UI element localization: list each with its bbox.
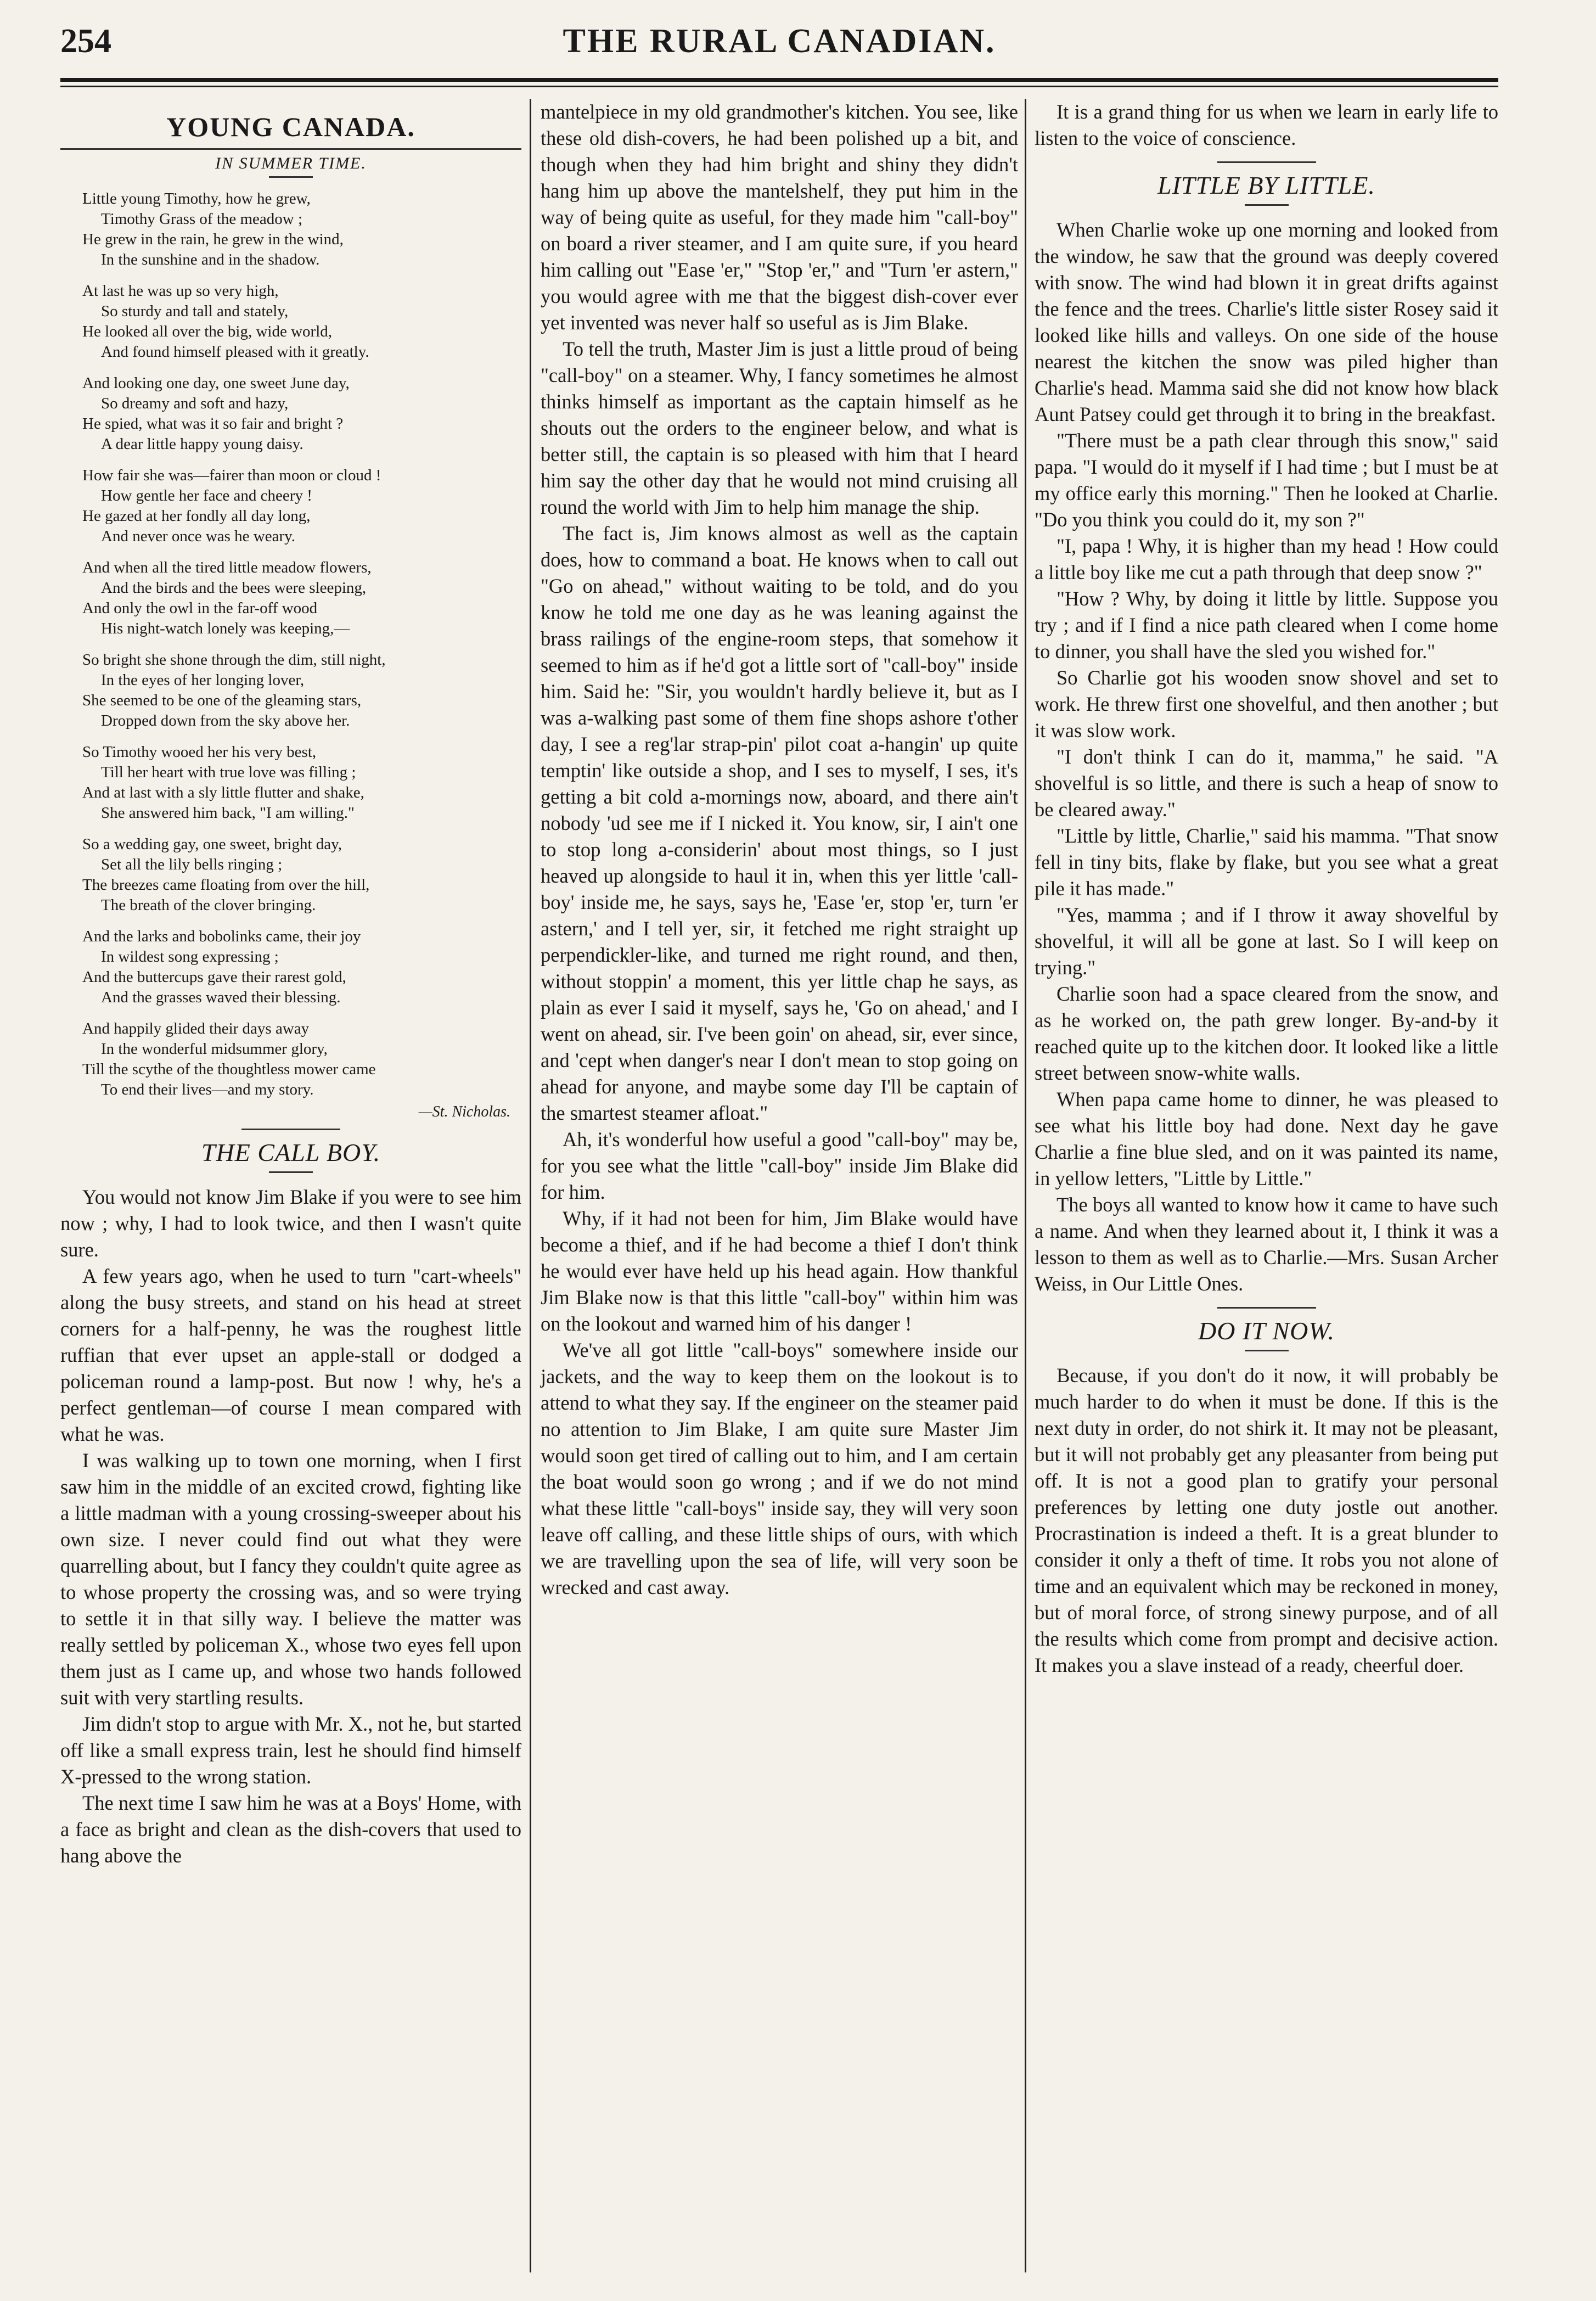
article-paragraph: To tell the truth, Master Jim is just a little proud of being "call-boy" on a steamer. Why, I fancy sometimes he almost thinks himself as important as the captain himself as he shouts out the orders to the engineer below, and what is better still, the captain is so pleased with him that I heard him say the other day that he would not mind cruising all round the world with Jim to help him manage the ship. <box>541 338 1018 518</box>
poem-line: And never once was he weary. <box>101 527 296 545</box>
poem-line: In the eyes of her longing lover, <box>101 671 305 689</box>
page-header <box>60 22 1498 71</box>
column-1 <box>60 99 521 1869</box>
section-rule <box>60 148 521 150</box>
poem-stanza <box>82 927 521 1008</box>
column-divider <box>1025 99 1026 2272</box>
article-paragraph: Ah, it's wonderful how useful a good "call-boy" may be, for you see what the little "call-boy" inside Jim Blake did for him. <box>541 1128 1018 1203</box>
article-paragraph: When papa came home to dinner, he was pleased to see what his little boy had done. Next day he gave Charlie a fine blue sled, and on it was painted its name, in yellow letters, "Little by Little." <box>1035 1088 1498 1189</box>
poem-line: And the buttercups gave their rarest gold, <box>82 968 346 986</box>
article-paragraph: "Yes, mamma ; and if I throw it away shovelful by shovelful, it will all be gone at last. So I will keep on trying." <box>1035 903 1498 979</box>
poem-line: In the wonderful midsummer glory, <box>101 1040 328 1058</box>
column-3 <box>1035 99 1498 1679</box>
article-title: LITTLE BY LITTLE. <box>1157 171 1375 199</box>
poem-stanza <box>82 1019 521 1100</box>
article-paragraph: Because, if you don't do it now, it will probably be much harder to do when it must be done. If this is the next duty in order, do not shirk it. It may not be pleasant, but it will not probably get any pleasanter from being put off. It is not a good plan to gratify your personal preferences by letting one duty jostle out another. Procrastination is indeed a theft. It is a great blunder to consider it only a theft of time. It robs you not alone of time and an equivalent which may be reckoned in money, but of moral force, of strong sinewy purpose, and of all the results which come from prompt and decisive action. It makes you a slave instead of a ready, cheerful doer. <box>1035 1364 1498 1676</box>
poem-line: She answered him back, "I am willing." <box>101 804 355 822</box>
article-rule <box>1217 1307 1316 1309</box>
article-paragraph: mantelpiece in my old grandmother's kitchen. You see, like these old dish-covers, he had been polished up a bit, and though when they had him bright and shiny they didn't hang him up above the mantelshelf, they put him in the way of being quite as useful, for they made him "call-boy" on board a river steamer, and I am quite sure, if you heard him calling out "Ease 'er," "Stop 'er," and "Turn 'er astern," you would agree with me that the biggest dish-cover ever yet invented was never half so useful as is Jim Blake. <box>541 100 1018 334</box>
article-paragraph: It is a grand thing for us when we learn in early life to listen to the voice of conscience. <box>1035 100 1498 149</box>
poem-line: Till the scythe of the thoughtless mower came <box>82 1060 376 1078</box>
article-paragraph: A few years ago, when he used to turn "cart-wheels" along the busy streets, and stand on his head at street corners for a half-penny, he was the roughest little ruffian that ever upset an apple-stall or dodged a policeman round a lamp-post. But now ! why, he's a perfect gentleman—of course I mean compared with what he was. <box>60 1265 521 1445</box>
article-paragraph: You would not know Jim Blake if you were to see him now ; why, I had to look twice, and then I wasn't quite sure. <box>60 1186 521 1261</box>
article-paragraph: The next time I saw him he was at a Boys' Home, with a face as bright and clean as the dish-covers that used to hang above the <box>60 1792 521 1867</box>
poem-stanza <box>82 834 521 916</box>
poem-stanza <box>82 650 521 731</box>
article-paragraph: When Charlie woke up one morning and looked from the window, he saw that the ground was deeply covered with snow. The wind had blown it in great drifts against the fence and the trees. Charlie's little sister Rosey said it looked like hills and valleys. On one side of the house nearest the kitchen the snow was piled higher than Charlie's head. Mamma said she did not know how black Aunt Patsey could get through it to bring in the breakfast. <box>1035 218 1498 425</box>
poem-line: And only the owl in the far-off wood <box>82 599 318 617</box>
poem-line: So sturdy and tall and stately, <box>101 302 289 320</box>
article-title: DO IT NOW. <box>1198 1317 1335 1345</box>
article-paragraph: "I don't think I can do it, mamma," he said. "A shovelful is so little, and there is such a heap of snow to be cleared away." <box>1035 745 1498 821</box>
poem-body <box>60 189 521 1100</box>
poem-line: How gentle her face and cheery ! <box>101 487 312 504</box>
article-paragraph: The fact is, Jim knows almost as well as the captain does, how to command a boat. He knows when to call out "Go on ahead," without waiting to be told, and do you know he told me one day as he was leaning against the brass railings of the engine-room steps, that somehow it seemed to him as if he'd got a little sort of "call-boy" inside him. Said he: "Sir, you wouldn't hardly believe it, but as I was a-walking past some of them fine shops ashore t'other day, I see a reg'lar strap-pin' pilot coat a-hangin' up quite temptin' like outside a shop, and I ses to myself, I ses, it's getting a bit cold a-mornings now, aboard, and there ain't nobody 'ud see me if I nicked it. You know, sir, I ain't one to stop long a-considerin' about most things, so I just heaved up alongside to haul it in, when this yer little 'call-boy' inside me, he says, says he, 'Ease 'er, stop 'er, turn 'er astern,' and I tell yer, sir, it fetched me right straight up perpendickler-like, and turned me right round, and then, without stoppin' a moment, this yer little chap he says, as plain as ever I said it myself, says he, 'Go on ahead,' and I went on ahead, sir. I've been goin' on ahead, sir, ever since, and 'cept when danger's near I don't mean to stop going on ahead for anyone, and maybe some day I'll be captain of the smartest steamer afloat." <box>541 522 1018 1124</box>
poem-line: Till her heart with true love was filling ; <box>101 764 356 781</box>
poem-line: And the larks and bobolinks came, their joy <box>82 928 361 945</box>
poem-line: And when all the tired little meadow flowers, <box>82 559 372 576</box>
article-paragraph: Jim didn't stop to argue with Mr. X., not he, but started off like a small express train, lest he should find himself X-pressed to the wrong station. <box>60 1713 521 1788</box>
poem-line: And the grasses waved their blessing. <box>101 989 341 1006</box>
article-rule <box>269 1171 313 1173</box>
poem-line: In wildest song expressing ; <box>101 948 279 966</box>
poem-line: Timothy Grass of the meadow ; <box>101 210 303 228</box>
poem-stanza <box>82 465 521 547</box>
article-paragraph: "There must be a path clear through this snow," said papa. "I would do it myself if I had time ; but I must be at my office early this morning." Then he looked at Charlie. "Do you think you could do it, my son ?" <box>1035 429 1498 531</box>
article-rule <box>241 1129 340 1130</box>
section-title: YOUNG CANADA. <box>166 111 415 142</box>
header-rule-thin <box>60 86 1498 87</box>
poem-line: And looking one day, one sweet June day, <box>82 374 350 392</box>
poem-line: She seemed to be one of the gleaming stars, <box>82 692 362 709</box>
poem-stanza <box>82 281 521 362</box>
article-rule <box>1217 161 1316 163</box>
poem-line: And found himself pleased with it greatly. <box>101 343 369 361</box>
poem-stanza <box>82 742 521 823</box>
header-rule-thick <box>60 78 1498 82</box>
poem-line: Dropped down from the sky above her. <box>101 712 350 729</box>
poem-line: And at last with a sly little flutter and shake, <box>82 784 364 801</box>
poem-line: And happily glided their days away <box>82 1020 310 1037</box>
newspaper-title: THE RURAL CANADIAN. <box>563 23 996 60</box>
poem-line: He grew in the rain, he grew in the wind, <box>82 231 344 248</box>
article-paragraph: "How ? Why, by doing it little by little. Suppose you try ; and if I find a nice path cleared when I come home to dinner, you shall have the sled you wished for." <box>1035 587 1498 663</box>
page-number: 254 <box>60 23 111 60</box>
article-paragraph: Charlie soon had a space cleared from the snow, and as he worked on, the path grew longer. By-and-by it reached quite up to the kitchen door. It looked like a little street between snow-white walls. <box>1035 983 1498 1084</box>
poem-line: To end their lives—and my story. <box>101 1081 314 1098</box>
poem-line: A dear little happy young daisy. <box>101 435 304 453</box>
poem-line: He spied, what was it so fair and bright ? <box>82 415 344 433</box>
article-paragraph: So Charlie got his wooden snow shovel and set to work. He threw first one shovelful, and then another ; but it was slow work. <box>1035 666 1498 742</box>
column-divider <box>530 99 531 2272</box>
poem-stanza <box>82 189 521 270</box>
poem-stanza <box>82 558 521 639</box>
poem-title: IN SUMMER TIME. <box>215 154 367 172</box>
poem-line: At last he was up so very high, <box>82 282 279 300</box>
poem-rule <box>269 176 313 178</box>
poem-line: The breezes came floating from over the hill, <box>82 876 370 894</box>
poem-line: He gazed at her fondly all day long, <box>82 507 311 525</box>
poem-line: He looked all over the big, wide world, <box>82 323 333 340</box>
poem-line: His night-watch lonely was keeping,— <box>101 620 350 637</box>
article-paragraph: The boys all wanted to know how it came to have such a name. And when they learned about it, I think it was a lesson to them as well as to Charlie.—Mrs. Susan Archer Weiss, in Our Little Ones. <box>1035 1193 1498 1295</box>
column-2 <box>541 99 1018 1601</box>
article-paragraph: Why, if it had not been for him, Jim Blake would have become a thief, and if he had become a thief I don't think he would ever have held up his head again. How thankful Jim Blake now is that this little "call-boy" within him was on the lookout and warned him of his danger ! <box>541 1207 1018 1335</box>
article-paragraph: We've all got little "call-boys" somewhere inside our jackets, and the way to keep them on the lookout is to attend to what they say. If the engineer on the steamer paid no attention to Jim Blake, I am quite sure Master Jim would soon get tired of calling out to him, and I am certain the boat would soon go wrong ; and if we do not mind what these little "call-boys" inside say, they will very soon leave off calling, and these little ships of ours, with which we are travelling upon the sea of life, will very soon be wrecked and cast away. <box>541 1339 1018 1598</box>
poem-line: Set all the lily bells ringing ; <box>101 856 283 873</box>
article-rule <box>1245 204 1289 206</box>
poem-line: In the sunshine and in the shadow. <box>101 251 320 268</box>
poem-line: How fair she was—fairer than moon or cloud ! <box>82 467 381 484</box>
poem-line: So Timothy wooed her his very best, <box>82 743 317 761</box>
poem-line: And the birds and the bees were sleeping, <box>101 579 367 597</box>
poem-line: Little young Timothy, how he grew, <box>82 190 311 207</box>
poem-line: The breath of the clover bringing. <box>101 896 316 914</box>
article-paragraph: I was walking up to town one morning, when I first saw him in the middle of an excited crowd, fighting like a little madman with a young crossing-sweeper about his own size. I never could find out what they were quarrelling about, but I fancy they couldn't quite agree as to whose property the crossing was, and so were trying to settle it in that silly way. I believe the matter was really settled by policeman X., whose two eyes fell upon them just as I came up, and whose two hands followed suit with very startling results. <box>60 1449 521 1709</box>
poem-attribution: —St. Nicholas. <box>418 1103 510 1120</box>
poem-stanza <box>82 373 521 454</box>
article-paragraph: "I, papa ! Why, it is higher than my head ! How could a little boy like me cut a path through that deep snow ?" <box>1035 535 1498 583</box>
article-paragraph: "Little by little, Charlie," said his mamma. "That snow fell in tiny bits, flake by flake, but you see what a great pile it has made." <box>1035 824 1498 900</box>
poem-line: So a wedding gay, one sweet, bright day, <box>82 835 342 853</box>
poem-line: So bright she shone through the dim, still night, <box>82 651 386 669</box>
article-title: THE CALL BOY. <box>201 1138 381 1166</box>
article-rule <box>1245 1350 1289 1351</box>
poem-line: So dreamy and soft and hazy, <box>101 395 289 412</box>
